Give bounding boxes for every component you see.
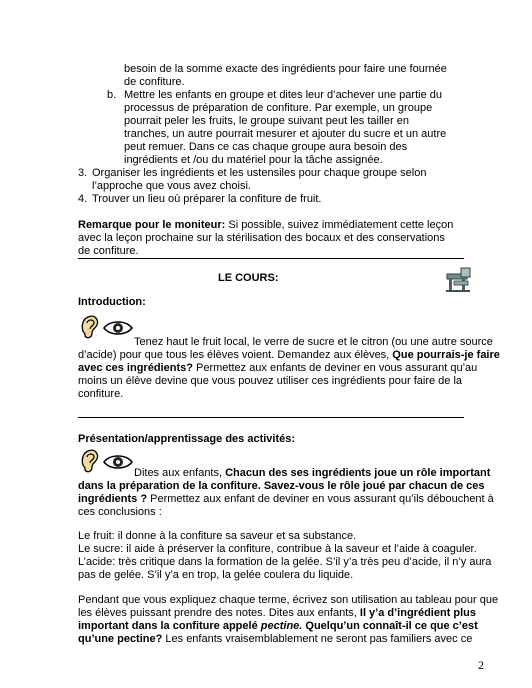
horizontal-rule xyxy=(78,258,464,259)
eye-icon xyxy=(103,453,133,474)
school-desk-icon xyxy=(444,266,474,297)
list-number-4: 4. xyxy=(78,193,88,205)
presentation-heading: Présentation/apprentissage des activités: xyxy=(78,433,296,445)
text-line: qu’une pectine? Les enfants vraisemblablement ne seront pas familiers avec ce xyxy=(78,633,473,645)
text-line: ingrédients et /ou du matériel pour la tâche assignée. xyxy=(124,154,383,166)
text-line: peut remuer. Dans ce cas chaque groupe aura besoin des xyxy=(124,141,408,153)
text-line: avec la leçon prochaine sur la stérilisation des bocaux et des conservations xyxy=(78,232,445,244)
text-line: les élèves puissant prendre des notes. Dites aux enfants, Il y’a d’ingrédient plus xyxy=(78,607,477,619)
text-line: besoin de la somme exacte des ingrédients pour faire une fournée xyxy=(124,63,447,75)
eye-icon xyxy=(103,319,133,340)
question-text: avec ces ingrédients? xyxy=(78,362,193,374)
text-line: l’approche que vous avez choisi. xyxy=(92,180,251,192)
text-line: de confiture. xyxy=(78,245,139,257)
text-line: ces conclusions : xyxy=(78,506,162,518)
text-line: dans la préparation de la confiture. Savez-vous le rôle joué par chacun de ces xyxy=(78,480,485,492)
horizontal-rule xyxy=(78,417,464,418)
ear-icon xyxy=(80,314,100,343)
list-marker-b: b. xyxy=(107,89,117,101)
text-line: ingrédients ? Permettez aux enfant de deviner en vous assurant qu’ils débouchent à xyxy=(78,493,494,505)
text-line: d’acide) pour que tous les élèves voient. Demandez aux élèves, Que pourrais-je faire xyxy=(78,349,500,361)
ear-icon xyxy=(80,448,100,477)
text-line: confiture. xyxy=(78,388,124,400)
text-line: Tenez haut le fruit local, le verre de sucre et le citron (ou une autre source xyxy=(134,336,493,348)
text-line: pas de gelée. S’il y’a en trop, la gelée coulera du liquide. xyxy=(78,569,354,581)
remark-text: Si possible, suivez immédiatement cette leçon xyxy=(225,219,454,231)
page-number: 2 xyxy=(478,658,484,672)
text-line: tranches, un autre pourrait mesurer et ajouter du sucre et un autre xyxy=(124,128,447,140)
text-line: avec ces ingrédients? Permettez aux enfants de deviner en vous assurant qu’au xyxy=(78,362,478,374)
text-line: important dans la confiture appelé pectine. Quelqu’un connaît-il ce que c’est xyxy=(78,620,478,632)
remark-line xyxy=(78,219,453,231)
text-line: Trouver un lieu où préparer la confiture de fruit. xyxy=(92,193,322,205)
text-line: Organiser les ingrédients et les ustensiles pour chaque groupe selon xyxy=(92,167,427,179)
text-line: Pendant que vous expliquez chaque terme, écrivez son utilisation au tableau pour que xyxy=(78,594,499,606)
definition-acid: L’acide: très critique dans la formation de la gelée. S’il y’a très peu d’acide, il n’y aura xyxy=(78,556,492,568)
definition-sugar: Le sucre: il aide à préserver la confiture, contribue à la saveur et l’aide à coaguler. xyxy=(78,543,477,555)
question-text: Que pourrais-je faire xyxy=(392,349,500,361)
definition-fruit: Le fruit: il donne à la confiture sa saveur et sa substance. xyxy=(78,530,357,542)
section-heading: LE COURS: xyxy=(218,272,279,284)
remark-label: Remarque pour le moniteur: xyxy=(78,219,226,231)
text-line: moins un élève devine que vous pouvez utiliser ces ingrédients pour faire de la xyxy=(78,375,463,387)
text-line: Dites aux enfants, Chacun des ses ingrédients joue un rôle important xyxy=(134,467,491,479)
text-line: processus de préparation de confiture. Par exemple, un groupe xyxy=(124,102,433,114)
list-number-3: 3. xyxy=(78,167,88,179)
intro-heading: Introduction: xyxy=(78,296,146,308)
text-line: Mettre les enfants en groupe et dites leur d’achever une partie du xyxy=(124,89,442,101)
text-line: pourrait peler les fruits, le groupe suivant peut les tailler en xyxy=(124,115,409,127)
text-line: de confiture. xyxy=(124,76,185,88)
